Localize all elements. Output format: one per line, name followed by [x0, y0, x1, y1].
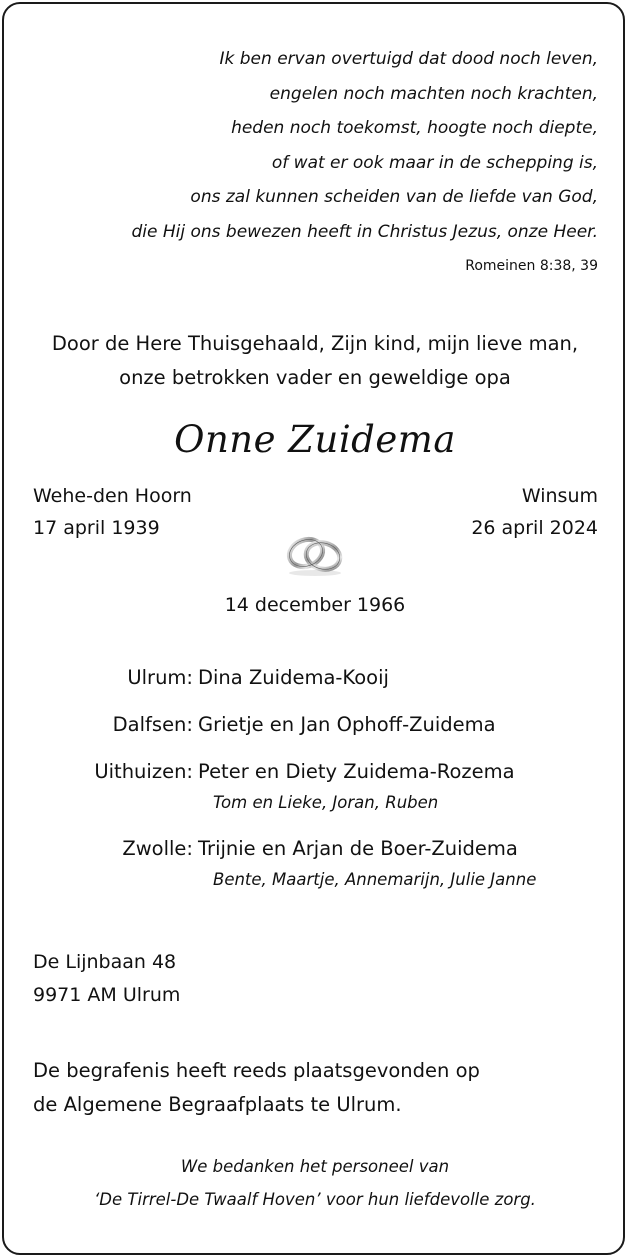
- address: [33, 946, 180, 1012]
- family-list: [0, 662, 630, 895]
- verse-line: of wat er ook maar in de schepping is,: [271, 152, 598, 173]
- address-street: De Lijnbaan 48: [33, 951, 177, 973]
- grandchildren: [0, 788, 630, 818]
- family-place: Zwolle:: [122, 837, 193, 860]
- funeral-line: de Algemene Begraafplaats te Ulrum.: [33, 1093, 402, 1116]
- death-place: Winsum: [521, 485, 598, 507]
- verse-line: Ik ben ervan overtuigd dat dood noch leven,: [219, 49, 598, 69]
- family-row: [0, 662, 630, 694]
- announcement: [0, 327, 630, 395]
- bible-verse: [131, 42, 598, 249]
- verse-line: engelen noch machten noch krachten,: [269, 83, 598, 104]
- grandchildren-names: Bente, Maartje, Annemarijn, Julie Janne: [213, 870, 537, 889]
- marriage-date: 14 december 1966: [224, 594, 406, 616]
- birth-date: 17 april 1939: [33, 517, 160, 539]
- family-row: [0, 756, 630, 788]
- family-names: Dina Zuidema-Kooij: [198, 666, 389, 689]
- wedding-rings-icon: [280, 532, 350, 578]
- family-names: Trijnie en Arjan de Boer-Zuidema: [198, 837, 518, 860]
- thanks-note: [0, 1150, 630, 1216]
- funeral-notice: [33, 1054, 480, 1122]
- family-place: Ulrum:: [127, 666, 193, 689]
- verse-line: die Hij ons bewezen heeft in Christus Jezus, onze Heer.: [131, 221, 598, 242]
- thanks-line: We bedanken het personeel van: [180, 1157, 450, 1176]
- death-info: [471, 480, 598, 544]
- grandchildren-names: Tom en Lieke, Joran, Ruben: [213, 793, 439, 812]
- family-names: Peter en Diety Zuidema-Rozema: [198, 760, 515, 783]
- grandchildren: [0, 865, 630, 895]
- death-date: 26 april 2024: [471, 517, 598, 539]
- address-city: 9971 AM Ulrum: [33, 984, 181, 1006]
- verse-line: ons zal kunnen scheiden van de liefde van God,: [190, 187, 598, 207]
- birth-info: [33, 480, 192, 544]
- birth-place: Wehe-den Hoorn: [33, 485, 192, 507]
- verse-reference: Romeinen 8:38, 39: [465, 258, 598, 274]
- verse-line: heden noch toekomst, hoogte noch diepte,: [231, 118, 598, 138]
- family-row: [0, 709, 630, 741]
- family-row: [0, 833, 630, 865]
- announcement-line: onze betrokken vader en geweldige opa: [119, 366, 511, 389]
- family-place: Uithuizen:: [94, 760, 193, 783]
- funeral-line: De begrafenis heeft reeds plaatsgevonden op: [33, 1059, 480, 1082]
- family-names: Grietje en Jan Ophoff-Zuidema: [198, 713, 496, 736]
- family-place: Dalfsen:: [112, 713, 193, 736]
- thanks-line: ‘De Tirrel-De Twaalf Hoven’ voor hun liefdevolle zorg.: [94, 1190, 536, 1209]
- deceased-name: Onne Zuidema: [174, 418, 456, 461]
- announcement-line: Door de Here Thuisgehaald, Zijn kind, mijn lieve man,: [51, 332, 579, 355]
